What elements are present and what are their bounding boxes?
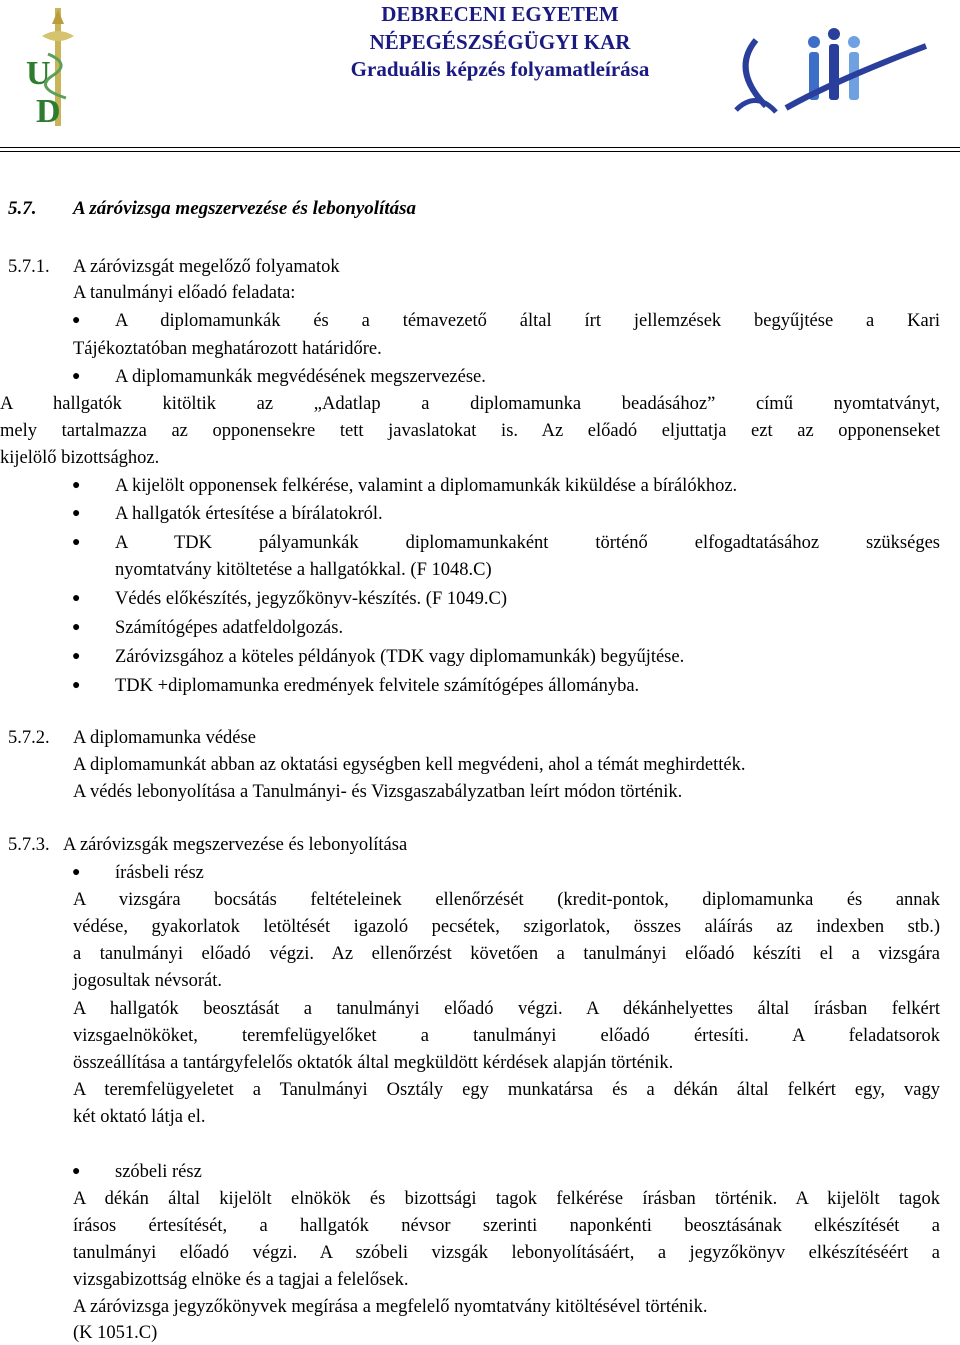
bullet-item: Számítógépes adatfeldolgozás. — [115, 618, 344, 638]
paragraph-line: tanulmányi előadó végzi. A szóbeli vizsgák lebonyolításáért, a jegyzőkönyv elkészítéséért a — [73, 1243, 940, 1263]
paragraph-line: A vizsgára bocsátás feltételeinek ellenőrzését (kredit-pontok, diplomamunka és annak — [73, 890, 940, 910]
subsection-title: A diplomamunka védése — [73, 728, 256, 748]
paragraph-line: jogosultak névsorát. — [73, 971, 223, 991]
form-code: (K 1051.C) — [73, 1323, 158, 1343]
bullet-item: Záróvizsgához a köteles példányok (TDK vagy diplomamunkák) begyűjtése. — [115, 647, 685, 667]
header-faculty: NÉPEGÉSZSÉGÜGYI KAR — [369, 30, 631, 54]
bullet-item: A diplomamunkák megvédésének megszervezése. — [115, 367, 486, 387]
document-header — [0, 0, 960, 150]
header-divider-top — [0, 147, 960, 148]
written-part-title: írásbeli rész — [115, 863, 204, 883]
subsection-title: A záróvizsgák megszervezése és lebonyolítása — [63, 835, 408, 855]
bullet-icon: ● — [72, 478, 81, 493]
paragraph-line: Tájékoztatóban meghatározott határidőre. — [73, 339, 382, 359]
bullet-icon: ● — [72, 678, 81, 693]
section-number: 5.7. — [8, 198, 37, 219]
bullet-item: A TDK pályamunkák diplomamunkaként történő elfogadtatásához szükséges — [115, 533, 940, 553]
bullet-item: A kijelölt opponensek felkérése, valamint a diplomamunkák kiküldése a bírálókhoz. — [115, 476, 738, 496]
bullet-item: TDK +diplomamunka eredmények felvitele számítógépes állományba. — [115, 676, 640, 696]
paragraph-line: kijelölő bizottsághoz. — [0, 448, 160, 468]
svg-text:D: D — [36, 93, 61, 130]
paragraph-line: mely tartalmazza az opponensekre tett javaslatokat is. Az előadó eljuttatja ezt az opponenseket — [0, 421, 940, 441]
subsection-title: A záróvizsgát megelőző folyamatok — [73, 257, 340, 277]
bullet-icon: ● — [72, 369, 81, 384]
paragraph-line: A védés lebonyolítása a Tanulmányi- és Vizsgaszabályzatban leírt módon történik. — [73, 782, 683, 802]
subsection-number: 5.7.2. — [8, 728, 50, 748]
header-university: DEBRECENI EGYETEM — [381, 2, 619, 26]
paragraph-line: a tanulmányi előadó végzi. Az ellenőrzést követően a tanulmányi előadó készíti el a vizsgára — [73, 944, 940, 964]
paragraph-line: A dékán által kijelölt elnökök és bizottsági tagok felkérése írásban történik. A kijelölt tagok — [73, 1189, 940, 1209]
bullet-icon: ● — [72, 865, 81, 880]
bullet-icon: ● — [72, 620, 81, 635]
paragraph-line: A hallgatók beosztását a tanulmányi előadó végzi. A dékánhelyettes által írásban felkért — [73, 999, 940, 1019]
header-divider-bottom — [0, 151, 960, 152]
bullet-icon: ● — [72, 535, 81, 550]
paragraph-line: A záróvizsga jegyzőkönyvek megírása a megfelelő nyomtatvány kitöltésével történik. — [73, 1297, 708, 1317]
bullet-item: Védés előkészítés, jegyzőkönyv-készítés. (F 1049.C) — [115, 589, 508, 609]
paragraph-line: védése, gyakorlatok letöltését igazoló pecsétek, szigorlatok, összes aláírás az indexben stb.) — [73, 917, 940, 937]
section-title-text: A záróvizsga megszervezése és lebonyolítása — [73, 198, 417, 219]
bullet-icon: ● — [72, 506, 81, 521]
paragraph-line: A hallgatók kitöltik az „Adatlap a diplomamunka beadásához” című nyomtatványt, — [0, 394, 940, 414]
bullet-item-continued: nyomtatvány kitöltetése a hallgatókkal. (F 1048.C) — [115, 560, 492, 580]
subsection-number: 5.7.3. — [8, 835, 50, 855]
bullet-item: A hallgatók értesítése a bírálatokról. — [115, 504, 383, 524]
paragraph-line: összeállítása a tantárgyfelelős oktatók által megküldött kérdések alapján történik. — [73, 1053, 674, 1073]
oral-part-title: szóbeli rész — [115, 1162, 202, 1182]
subsection-number: 5.7.1. — [8, 257, 50, 277]
paragraph-line: A tanulmányi előadó feladata: — [73, 283, 296, 303]
bullet-icon: ● — [72, 649, 81, 664]
faculty-logo-icon — [726, 20, 940, 120]
paragraph-line: vizsgabizottság elnöke és a tagjai a felelősek. — [73, 1270, 409, 1290]
header-document-type: Graduális képzés folyamatleírása — [350, 57, 650, 81]
paragraph-line: A diplomamunkát abban az oktatási egységben kell megvédeni, ahol a témát meghirdették. — [73, 755, 746, 775]
paragraph-line: vizsgaelnököket, teremfelügyelőket a tanulmányi előadó értesíti. A feladatsorok — [73, 1026, 940, 1046]
paragraph-line: A teremfelügyeletet a Tanulmányi Osztály egy munkatársa és a dékán által felkért egy, vagy — [73, 1080, 940, 1100]
svg-text:U: U — [26, 55, 51, 92]
paragraph-line: írásos értesítését, a hallgatók névsor szerinti naponkénti beosztásának elkészítését a — [73, 1216, 940, 1236]
paragraph-line: két oktató látja el. — [73, 1107, 206, 1127]
bullet-item: A diplomamunkák és a témavezető által írt jellemzések begyűjtése a Kari — [115, 311, 940, 331]
bullet-icon: ● — [72, 1164, 81, 1179]
bullet-icon: ● — [72, 313, 81, 328]
bullet-icon: ● — [72, 591, 81, 606]
university-logo-icon — [22, 6, 94, 132]
